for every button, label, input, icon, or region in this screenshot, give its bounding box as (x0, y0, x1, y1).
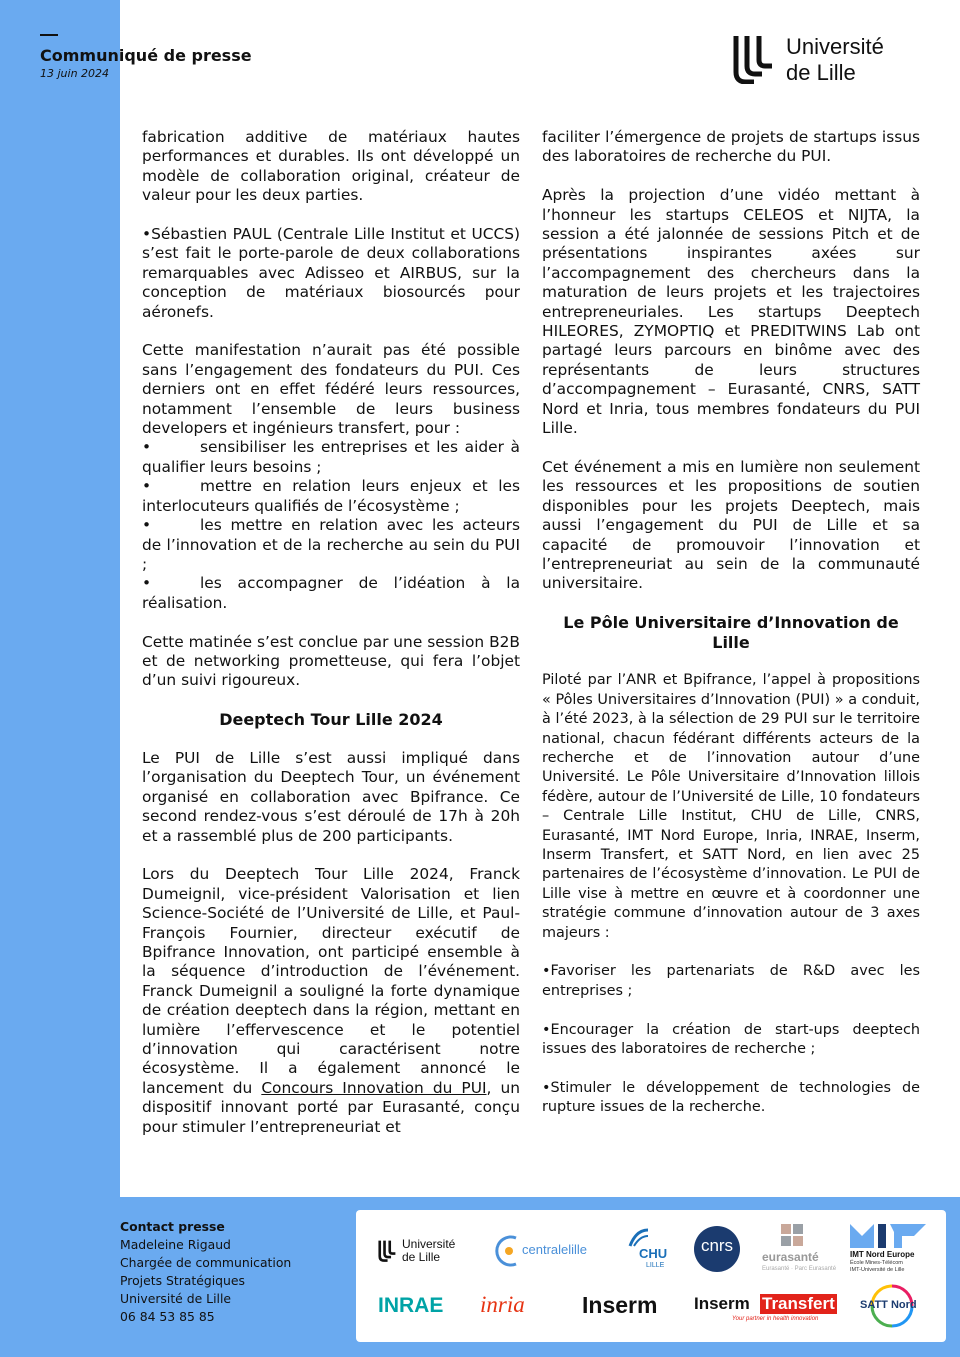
press-contact-block (120, 1218, 350, 1326)
paragraph: Après la projection d’une vidéo mettant à l’honneur les startups CELEOS et NIJTA, la session a été jalonnée de sessions Pitch et de présentations inspirantes axées sur l’accompagnement des chercheurs dans la maturation de leurs projets et les trajectoires entrepreneuriales. Les startups Deeptech HILEORES, ZYMOPTIQ et PREDITWINS Lab ont partagé leurs parcours en binôme avec des représentants de leurs structures d’accompagnement – Eurasanté, CNRS, SATT Nord et Inria, tous membres fondateurs du PUI Lille. (542, 186, 920, 438)
bullet-icon: • (142, 438, 152, 457)
centrale-arc-icon (492, 1234, 522, 1268)
list-item (142, 516, 520, 574)
ulille-logo-mark-icon (732, 36, 778, 84)
partner-logo-inserm: Inserm (582, 1292, 658, 1318)
bullet-icon: • (542, 963, 551, 980)
list-item (542, 962, 920, 1001)
list-item-text: Favoriser les partenariats de R&D avec les entreprises ; (542, 963, 920, 999)
contact-department: Projets Stratégiques (120, 1273, 245, 1288)
imt-mark-icon (850, 1224, 926, 1248)
paragraph (142, 865, 520, 1137)
list-item (542, 1079, 920, 1118)
partner-name: centralelille (522, 1242, 588, 1257)
eurasante-squares-icon (781, 1224, 803, 1246)
logo-wordmark (786, 34, 884, 86)
bullet-icon: • (142, 477, 152, 496)
list-item-text: Stimuler le développement de technologies de rupture issues de la recherche. (542, 1079, 920, 1116)
bullet-icon: • (142, 574, 152, 593)
partner-name: eurasanté (762, 1250, 819, 1264)
partner-name: de Lille (402, 1250, 441, 1264)
paragraph: fabrication additive de matériaux hautes performances et durables. Ils ont développé un modèle de collaboration original, créateur de valeur pour les deux parties. (142, 128, 520, 205)
universite-de-lille-logo (732, 34, 922, 86)
partner-name: Inserm (694, 1294, 750, 1313)
ulille-logo-mark-icon (378, 1240, 398, 1262)
paragraph-text: Lors du Deeptech Tour Lille 2024, Franck Dumeignil, vice-président Valorisation et lien Science-Société de l’Université de Lille, et Paul-François Fournier, directeur exécutif de Bpifrance Innovation, ont participé ensemble à la séquence d’introduction de l’événement. Franck Dumeignil a souligné la forte dynamique de création deeptech dans la région, mettant en lumière l’effervescence et le potentiel d’innovation qui caractérisent notre écosystème. Il a également annoncé le lancement du (142, 865, 520, 1097)
bullet-icon: • (542, 1021, 551, 1038)
paragraph: Le PUI de Lille s’est aussi impliqué dans l’organisation du Deeptech Tour, un événement organisé en collaboration avec Bpifrance. Ce second rendez-vous s’est déroulé de 17h à 20h et a rassemblé plus de 200 participants. (142, 748, 520, 845)
list-item-text: les mettre en relation avec les acteurs de l’innovation et de la recherche au sein du PUI ; (142, 516, 520, 573)
paragraph-text: , un dispositif innovant porté par Eurasanté, conçu pour stimuler l’entrepreneuriat et (142, 1078, 521, 1136)
contact-role: Chargée de communication (120, 1255, 292, 1270)
contact-title: Contact presse (120, 1219, 225, 1234)
list-item-text: sensibiliser les entreprises et les aider à qualifier leurs besoins ; (142, 438, 520, 476)
partner-name: Université (402, 1237, 456, 1251)
section-heading: Deeptech Tour Lille 2024 (219, 710, 443, 730)
paragraph: faciliter l’émergence de projets de startups issus des laboratoires de recherche du PUI. (542, 128, 920, 166)
partner-logos-panel (356, 1210, 946, 1342)
contact-organization: Université de Lille (120, 1291, 232, 1306)
section-heading: Le Pôle Universitaire d’Innovation de Lille (563, 613, 899, 652)
list-item (142, 477, 520, 516)
header-dash (40, 34, 58, 36)
bullet-text: Sébastien PAUL (Centrale Lille Institut et UCCS) s’est fait le porte-parole de deux collaborations remarquables avec Adisseo et AIRBUS, sur la conception de matériaux biosourcés pour aéronefs. (142, 225, 520, 321)
partner-subname: École Mines-Télécom (850, 1260, 903, 1266)
document-date: 13 juin 2024 (40, 67, 110, 80)
partner-logo-inria: inria (480, 1292, 525, 1317)
partner-name: CHU (639, 1246, 668, 1261)
left-text-column (142, 128, 520, 1156)
partner-name: cnrs (700, 1236, 734, 1255)
logo-line-2: de Lille (786, 60, 856, 85)
bullet-paragraph (142, 225, 520, 322)
contact-phone: 06 84 53 85 85 (120, 1309, 215, 1324)
partner-tagline: Your partner in health innovation (732, 1316, 819, 1322)
bullet-icon: • (142, 225, 152, 244)
list-item-text: Encourager la création de start-ups deeptech issues des laboratoires de recherche ; (542, 1021, 920, 1057)
list-item-text: mettre en relation leurs enjeux et les interlocuteurs qualifiés de l’écosystème ; (142, 477, 520, 515)
partner-subname: Eurasanté · Parc Eurasanté (762, 1266, 837, 1272)
bullet-icon: • (542, 1079, 551, 1096)
list-item (142, 438, 520, 477)
left-accent-band (0, 0, 120, 1357)
partner-name: Transfert (762, 1294, 835, 1313)
chu-swoosh-icon (628, 1228, 650, 1248)
document-type-title: Communiqué de presse (40, 46, 252, 65)
partner-subname: LILLE (646, 1262, 665, 1269)
list-item (142, 574, 520, 613)
list-item (542, 1021, 920, 1060)
paragraph: Cet événement a mis en lumière non seulement les ressources et les propositions de soutien disponibles pour les projets Deeptech, mais aussi l’engagement du PUI de Lille et sa capacité de promouvoir l’innovation et l’entrepreneuriat au sein de la communauté universitaire. (542, 457, 920, 593)
contact-name: Madeleine Rigaud (120, 1237, 231, 1252)
paragraph: Cette manifestation n’aurait pas été possible sans l’engagement des fondateurs du PUI. Ces derniers ont en effet fédéré leurs ressources, notamment l’ensemble de leurs business developers et ingénieurs transfert, pour : (142, 341, 520, 438)
partner-subname: IMT-Université de Lille (850, 1267, 905, 1273)
logo-line-1: Université (786, 34, 884, 59)
list-item-text: les accompagner de l’idéation à la réalisation. (142, 574, 520, 612)
partner-logo-inrae: INRAE (378, 1294, 444, 1317)
bullet-icon: • (142, 516, 152, 535)
paragraph: Cette matinée s’est conclue par une session B2B et de networking prometteuse, qui fera l’objet d’un suivi rigoureux. (142, 632, 520, 690)
partner-name: IMT Nord Europe (850, 1250, 915, 1259)
paragraph: Piloté par l’ANR et Bpifrance, l’appel à propositions « Pôles Universitaires d’Innovation (PUI) » a conduit, à l’été 2023, à la sélection de 29 PUI sur le territoire national, chacun fédérant différents acteurs de la recherche et de l’innovation autour d’une Université. Le Pôle Universitaire d’Innovation lillois fédère, autour de l’Université de Lille, 10 fondateurs – Centrale Lille Institut, CHU de Lille, CNRS, Eurasanté, IMT Nord Europe, Inria, INRAE, Inserm, Inserm Transfert, et SATT Nord, en lien avec 25 partenaires de l’écosystème d’innovation. Le PUI de Lille vise à mettre en œuvre et à coordonner une stratégie commune d’innovation autour de 3 axes majeurs : (542, 672, 920, 941)
partner-name: SATT Nord (860, 1299, 917, 1311)
right-text-column (542, 128, 920, 1137)
concours-innovation-link[interactable]: Concours Innovation du PUI (261, 1078, 487, 1097)
